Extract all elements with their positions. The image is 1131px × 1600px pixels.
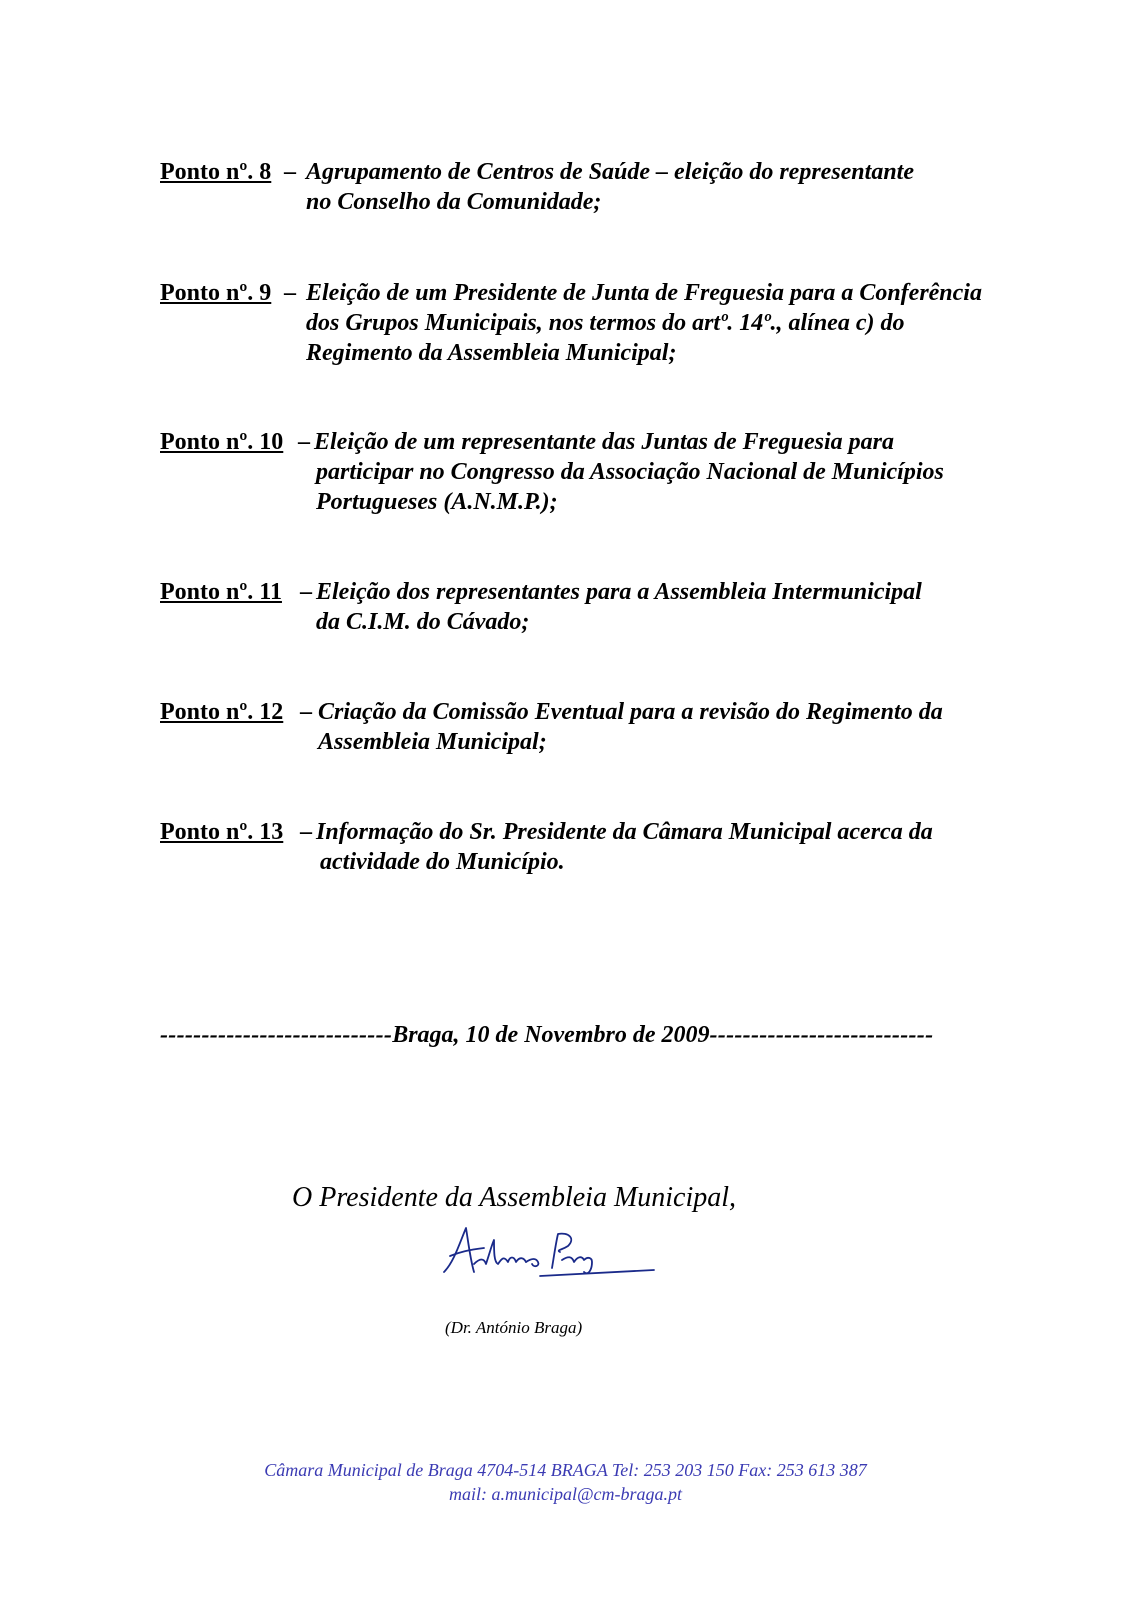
item-text — [318, 697, 943, 757]
item-text-line: Informação do Sr. Presidente da Câmara Municipal acerca da — [316, 819, 933, 845]
item-dash: – — [298, 429, 310, 455]
item-text-line: dos Grupos Municipais, nos termos do artº. 14º., alínea c) do — [306, 310, 905, 336]
item-text — [316, 577, 922, 637]
item-label: Ponto nº. 9 — [160, 280, 272, 306]
item-text — [316, 817, 933, 877]
item-text — [306, 278, 982, 368]
item-dash: – — [300, 819, 312, 845]
item-dash: – — [300, 579, 312, 605]
item-label: Ponto nº. 11 — [160, 579, 282, 605]
item-text-line: Criação da Comissão Eventual para a revisão do Regimento da — [318, 699, 943, 725]
item-label: Ponto nº. 12 — [160, 699, 284, 725]
item-text-line: no Conselho da Comunidade; — [306, 189, 602, 215]
item-label: Ponto nº. 13 — [160, 819, 284, 845]
dateline — [160, 1020, 1020, 1050]
item-text-line: participar no Congresso da Associação Nacional de Municípios — [316, 459, 944, 485]
item-label: Ponto nº. 10 — [160, 429, 284, 455]
item-text-line: Eleição dos representantes para a Assembleia Intermunicipal — [316, 579, 922, 605]
item-text — [306, 157, 914, 217]
item-dash: – — [300, 699, 312, 725]
item-text — [314, 427, 944, 517]
item-dash: – — [284, 159, 296, 185]
item-text-line: actividade do Município. — [320, 849, 565, 875]
item-text-line: Assembleia Municipal; — [318, 729, 547, 755]
item-text-line: da C.I.M. do Cávado; — [316, 609, 530, 635]
footer-email: mail: a.municipal@cm-braga.pt — [448, 1484, 683, 1504]
closing-title: O Presidente da Assembleia Municipal, — [292, 1182, 737, 1213]
dateline-left-dashes: ---------------------------- — [160, 1022, 393, 1048]
item-text-line: Portugueses (A.N.M.P.); — [316, 489, 558, 515]
item-text-line: Regimento da Assembleia Municipal; — [306, 340, 677, 366]
item-text-line: Eleição de um representante das Juntas de Freguesia para — [314, 429, 895, 455]
dateline-right-dashes: --------------------------- — [709, 1022, 934, 1048]
item-text-line: Agrupamento de Centros de Saúde – eleição do representante — [306, 159, 914, 185]
item-label: Ponto nº. 8 — [160, 159, 272, 185]
item-dash: – — [284, 280, 296, 306]
footer-address: Câmara Municipal de Braga 4704-514 BRAGA Tel: 253 203 150 Fax: 253 613 387 — [264, 1460, 867, 1480]
signature-image — [440, 1222, 660, 1282]
signer-name: (Dr. António Braga) — [445, 1318, 583, 1337]
item-text-line: Eleição de um Presidente de Junta de Freguesia para a Conferência — [306, 280, 982, 306]
dateline-place-date: Braga, 10 de Novembro de 2009 — [392, 1022, 710, 1048]
